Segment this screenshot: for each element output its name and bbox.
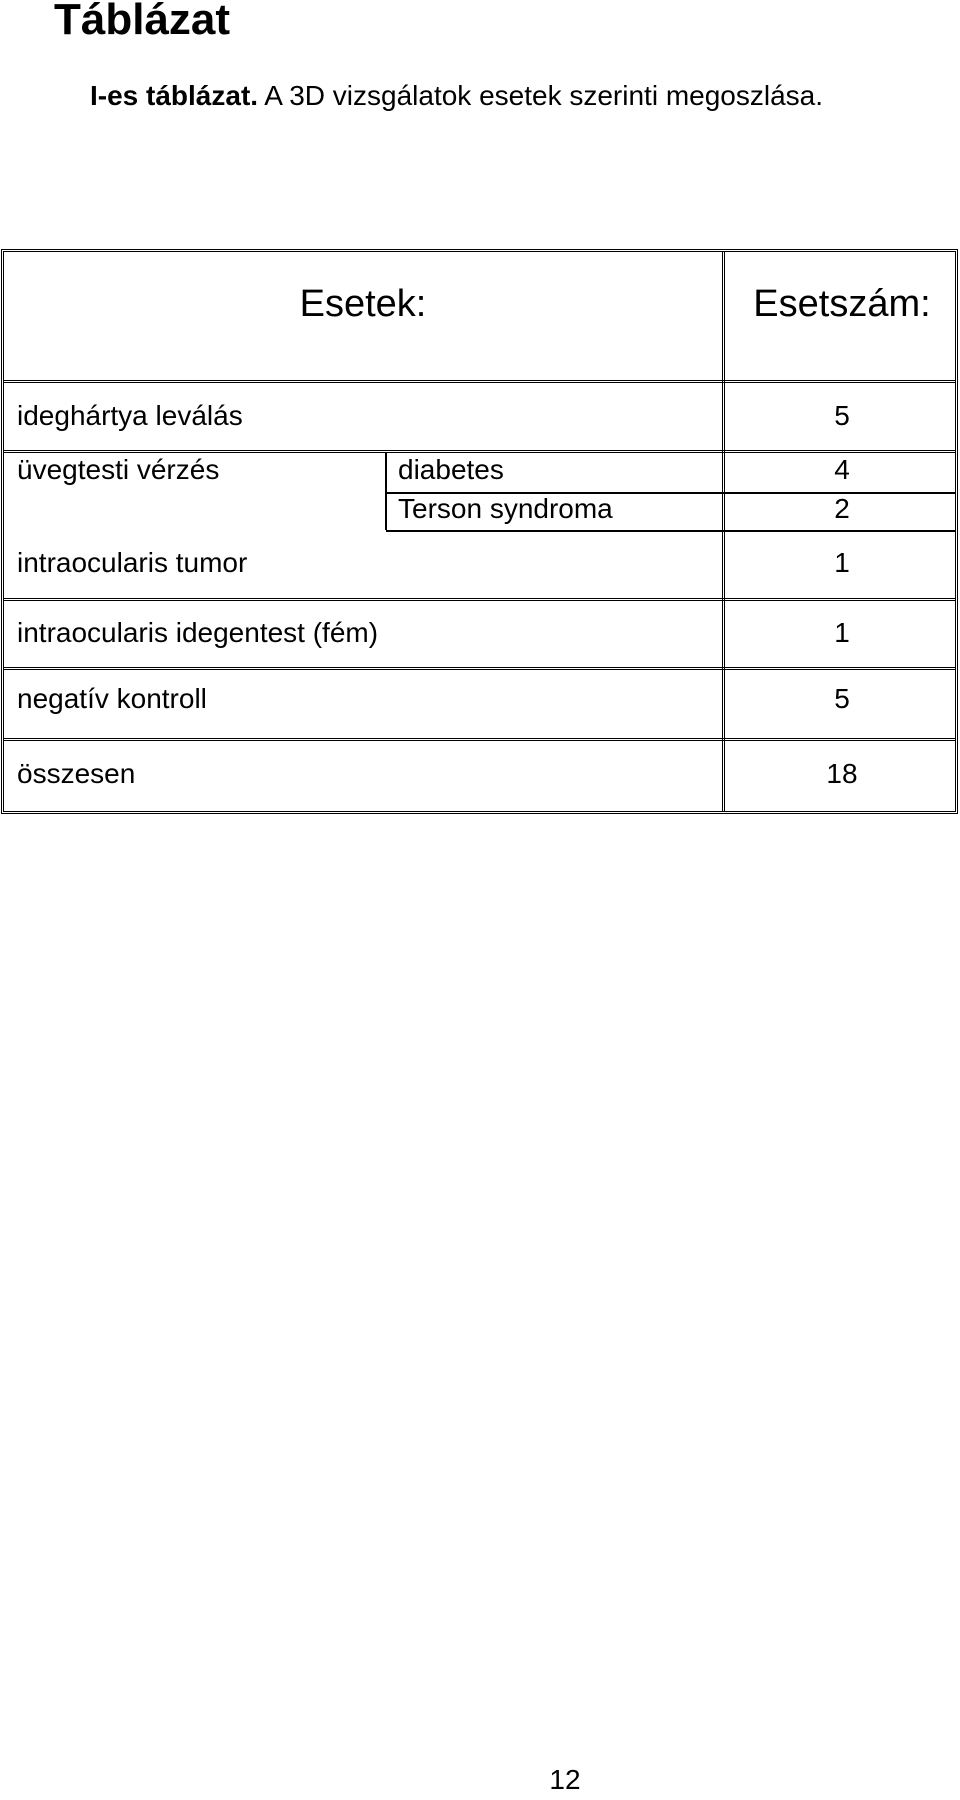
subcolumn-divider bbox=[385, 452, 387, 530]
page-title: Táblázat bbox=[54, 0, 231, 44]
table-row-case: intraocularis idegentest (fém) bbox=[17, 617, 379, 648]
row-divider bbox=[4, 667, 955, 670]
header-count: Esetszám: bbox=[753, 283, 931, 325]
table-row-count: 4 bbox=[834, 454, 850, 485]
row-divider bbox=[4, 738, 955, 741]
table-row-case: ideghártya leválás bbox=[17, 400, 243, 431]
subrow-divider bbox=[386, 530, 955, 532]
table-caption bbox=[90, 78, 823, 114]
row-divider bbox=[4, 450, 955, 453]
table-row-case: összesen bbox=[17, 758, 136, 789]
table-row-subcase: diabetes bbox=[398, 454, 504, 485]
table-row-case: intraocularis tumor bbox=[17, 547, 248, 578]
table-row-count: 2 bbox=[834, 493, 850, 524]
header-divider bbox=[4, 380, 955, 383]
table-row-case: negatív kontroll bbox=[17, 683, 207, 714]
table-row-count: 1 bbox=[834, 617, 850, 648]
caption-label: I-es táblázat. bbox=[90, 80, 259, 111]
table-row-count: 5 bbox=[834, 683, 850, 714]
table-row-count: 5 bbox=[834, 400, 850, 431]
page-number: 12 bbox=[549, 1764, 581, 1795]
row-divider bbox=[4, 598, 955, 601]
caption-text: A 3D vizsgálatok esetek szerinti megoszlása. bbox=[258, 80, 823, 111]
cases-table bbox=[1, 249, 958, 814]
header-cases: Esetek: bbox=[299, 283, 427, 325]
table-row-case: üvegtesti vérzés bbox=[17, 454, 220, 485]
table-row-count: 18 bbox=[826, 758, 858, 789]
table-row-subcase: Terson syndroma bbox=[398, 493, 613, 524]
table-row-count: 1 bbox=[834, 547, 850, 578]
